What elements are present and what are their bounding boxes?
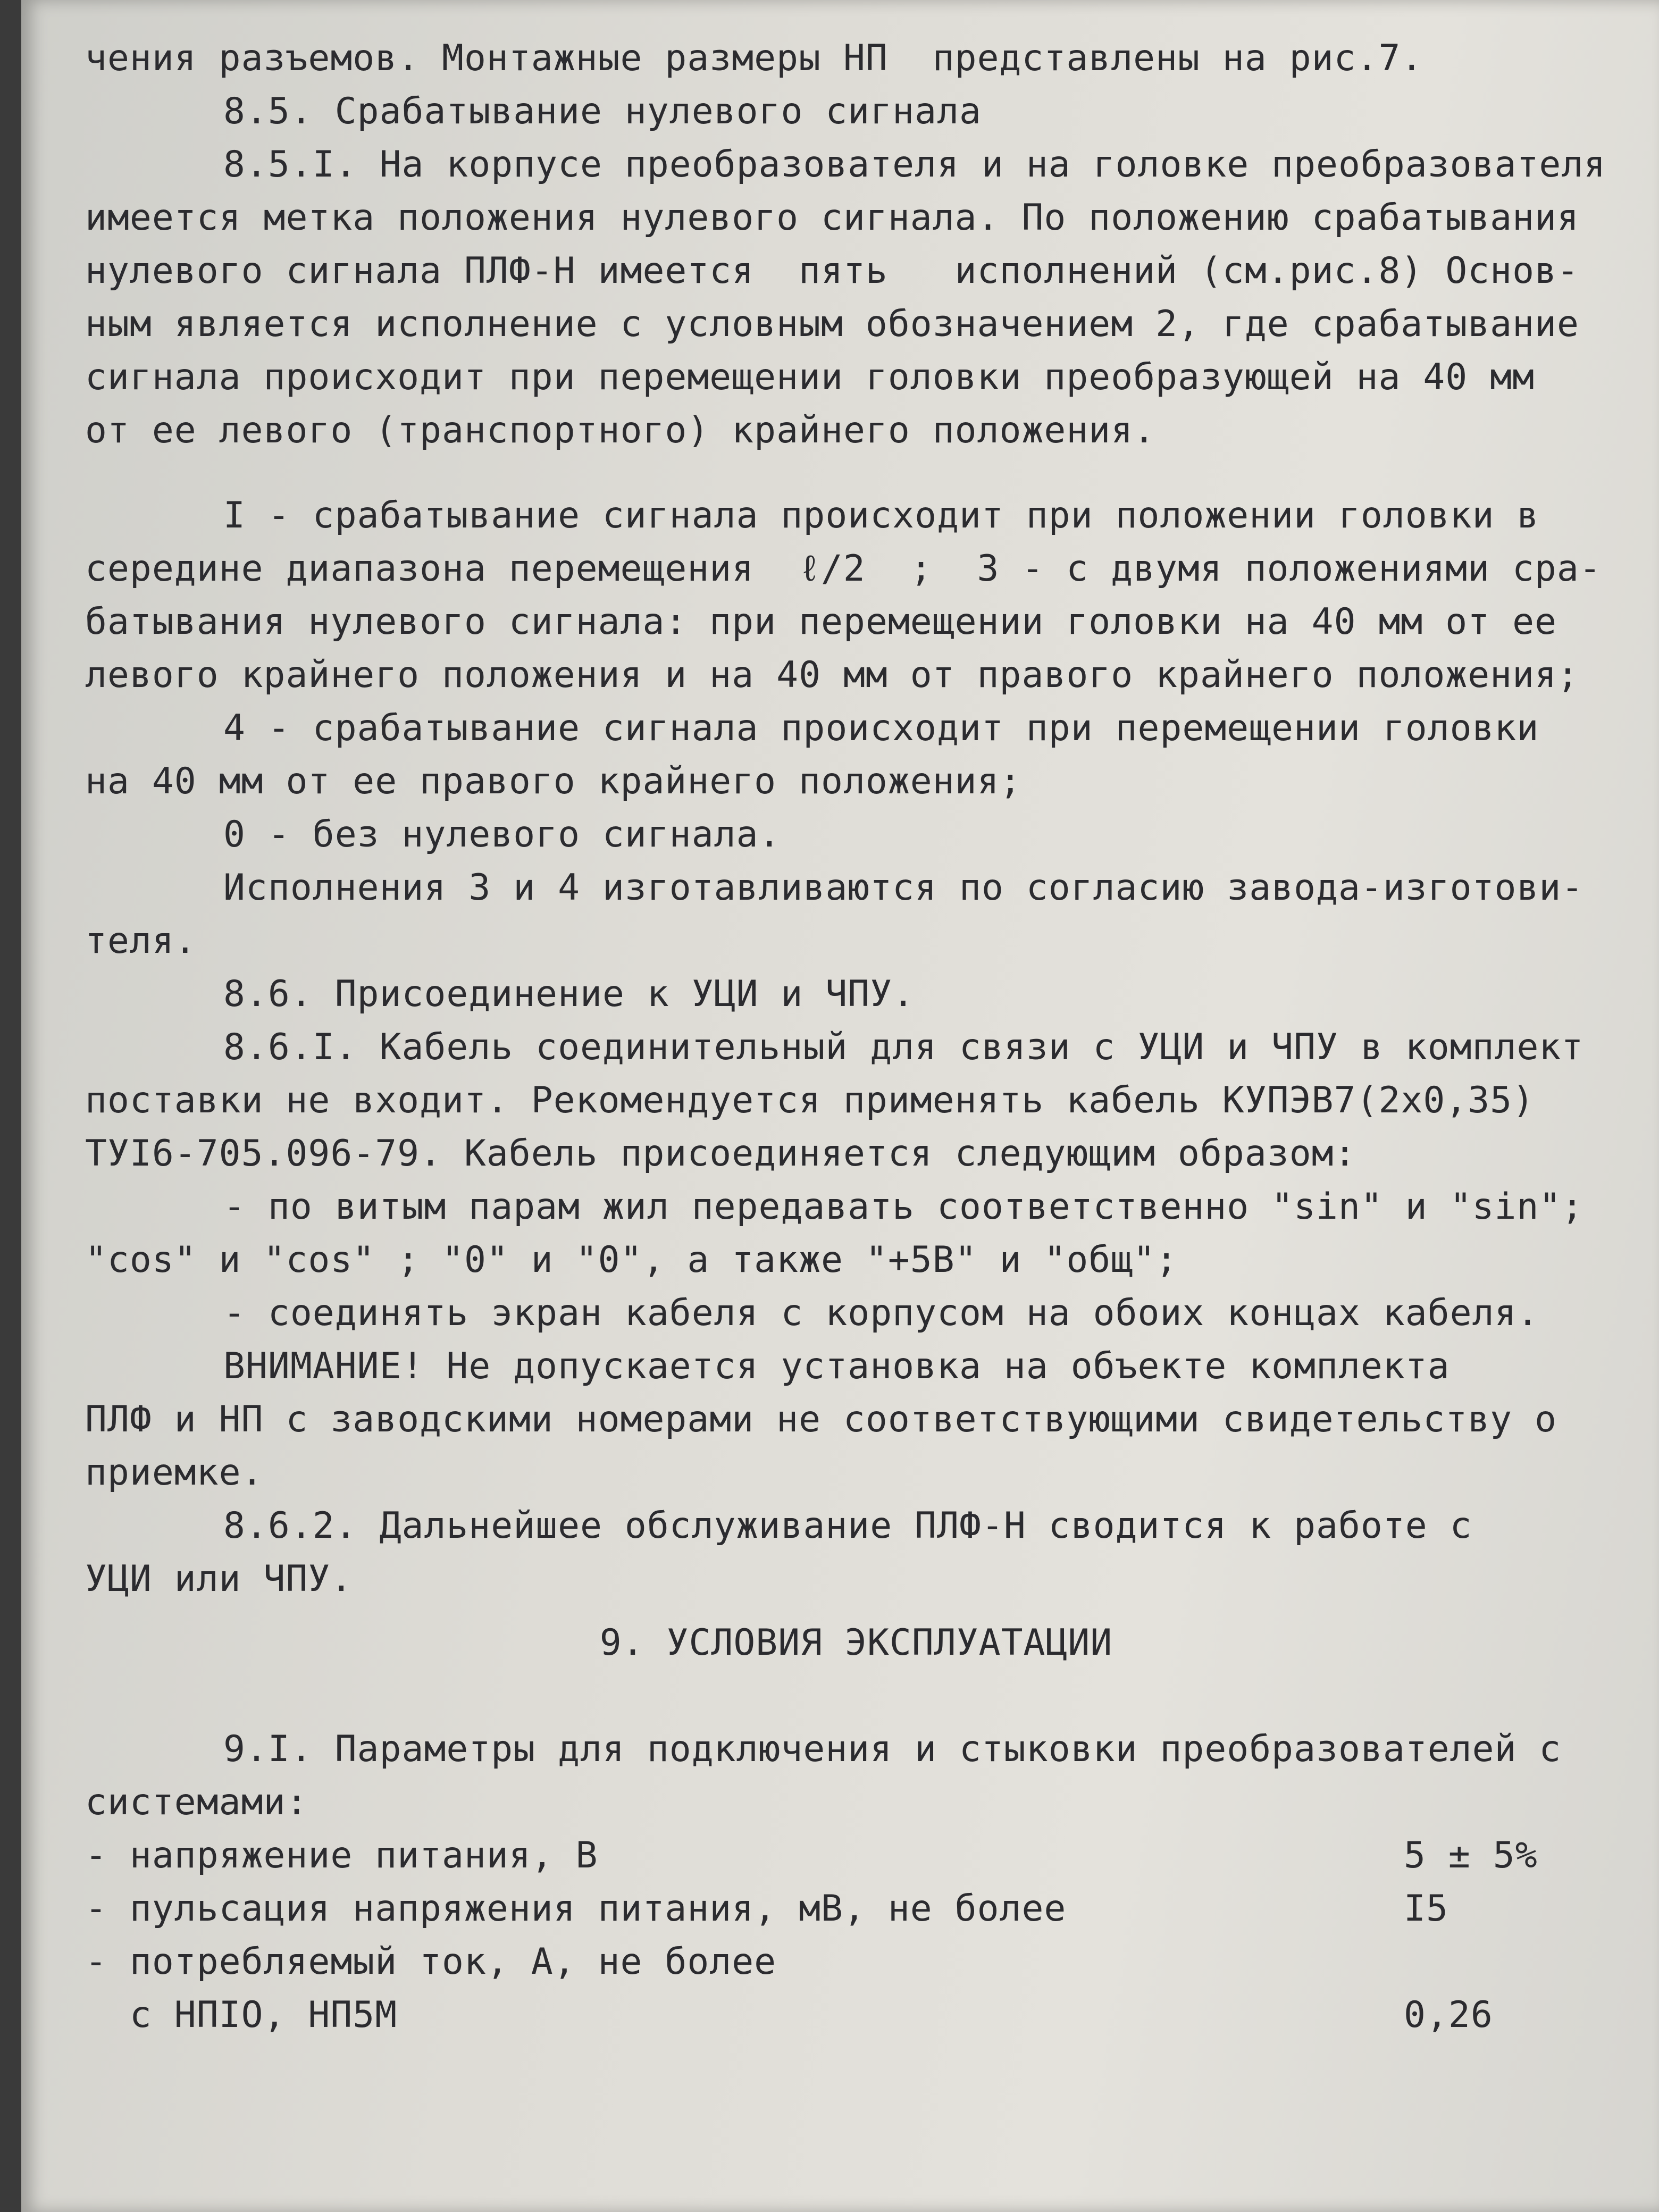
text-line: - соединять экран кабеля с корпусом на обоих концах кабеля. (223, 1292, 1539, 1334)
section-heading-8-5: 8.5. Срабатывание нулевого сигнала (223, 90, 982, 132)
document-page (21, 0, 1659, 2212)
text-line: 8.5.I. На корпусе преобразователя и на головке преобразователя (223, 144, 1606, 186)
text-line: ПЛФ и НП с заводскими номерами не соответствующими свидетельству о (85, 1398, 1557, 1440)
text-line: приемке. (85, 1452, 264, 1494)
param-value: 5 ± 5% (1404, 1834, 1538, 1876)
text-line: - по витым парам жил передавать соответственно "sin" и "sin"; (223, 1186, 1584, 1228)
text-line: левого крайнего положения и на 40 мм от правого крайнего положения; (85, 654, 1579, 696)
param-row (85, 1829, 1627, 1882)
param-row (85, 1989, 1627, 2042)
warning-line: ВНИМАНИЕ! Не допускается установка на объекте комплекта (223, 1345, 1450, 1387)
text-line: поставки не входит. Рекомендуется применять кабель КУПЭВ7(2х0,35) (85, 1079, 1535, 1121)
param-label: - потребляемый ток, А, не более (85, 1941, 777, 1983)
text-line: 9.I. Параметры для подключения и стыковки преобразователей с (223, 1728, 1562, 1770)
param-label: - напряжение питания, В (85, 1834, 598, 1876)
text-line: 0 - без нулевого сигнала. (223, 814, 781, 856)
section-heading-8-6: 8.6. Присоединение к УЦИ и ЧПУ. (223, 973, 915, 1015)
text-line: от ее левого (транспортного) крайнего положения. (85, 409, 1156, 451)
text-line: Исполнения 3 и 4 изготавливаются по согласию завода-изготови- (223, 867, 1584, 909)
page-left-edge-shadow (0, 0, 21, 2212)
text-line: 8.6.I. Кабель соединительный для связи с УЦИ и ЧПУ в комплект (223, 1026, 1584, 1068)
section-heading-9: 9. УСЛОВИЯ ЭКСПЛУАТАЦИИ (599, 1622, 1113, 1664)
text-line: на 40 мм от ее правого крайнего положения; (85, 760, 1022, 802)
document-text (85, 32, 1627, 2042)
text-line: 4 - срабатывание сигнала происходит при перемещении головки (223, 707, 1539, 749)
text-line: системами: (85, 1781, 308, 1823)
param-value (1404, 1936, 1627, 1989)
param-label: с НПIО, НП5М (85, 1994, 398, 2036)
text-line: нулевого сигнала ПЛФ-Н имеется пять исполнений (см.рис.8) Основ- (85, 250, 1579, 292)
text-line: теля. (85, 920, 197, 962)
param-value: I5 (1404, 1888, 1448, 1930)
param-row (85, 1882, 1627, 1936)
param-value: 0,26 (1404, 1994, 1493, 2036)
text-line: ным является исполнение с условным обозначением 2, где срабатывание (85, 303, 1579, 345)
text-line: середине диапазона перемещения ℓ/2 ; 3 - с двумя положениями сра- (85, 548, 1602, 590)
text-line: "cos" и "cos" ; "0" и "0", а также "+5В" и "общ"; (85, 1239, 1178, 1281)
text-line: 8.6.2. Дальнейшее обслуживание ПЛФ-Н сводится к работе с (223, 1505, 1472, 1547)
param-label: - пульсация напряжения питания, мВ, не более (85, 1888, 1067, 1930)
text-line: сигнала происходит при перемещении головки преобразующей на 40 мм (85, 356, 1535, 398)
text-line: УЦИ или ЧПУ. (85, 1558, 353, 1600)
text-line: ТУI6-705.096-79. Кабель присоединяется следующим образом: (85, 1133, 1356, 1175)
text-line: батывания нулевого сигнала: при перемещении головки на 40 мм от ее (85, 601, 1557, 643)
text-line: чения разъемов. Монтажные размеры НП представлены на рис.7. (85, 37, 1423, 79)
param-row (85, 1936, 1627, 1989)
text-line: имеется метка положения нулевого сигнала. По положению срабатывания (85, 197, 1579, 239)
text-line: I - срабатывание сигнала происходит при положении головки в (223, 495, 1539, 537)
